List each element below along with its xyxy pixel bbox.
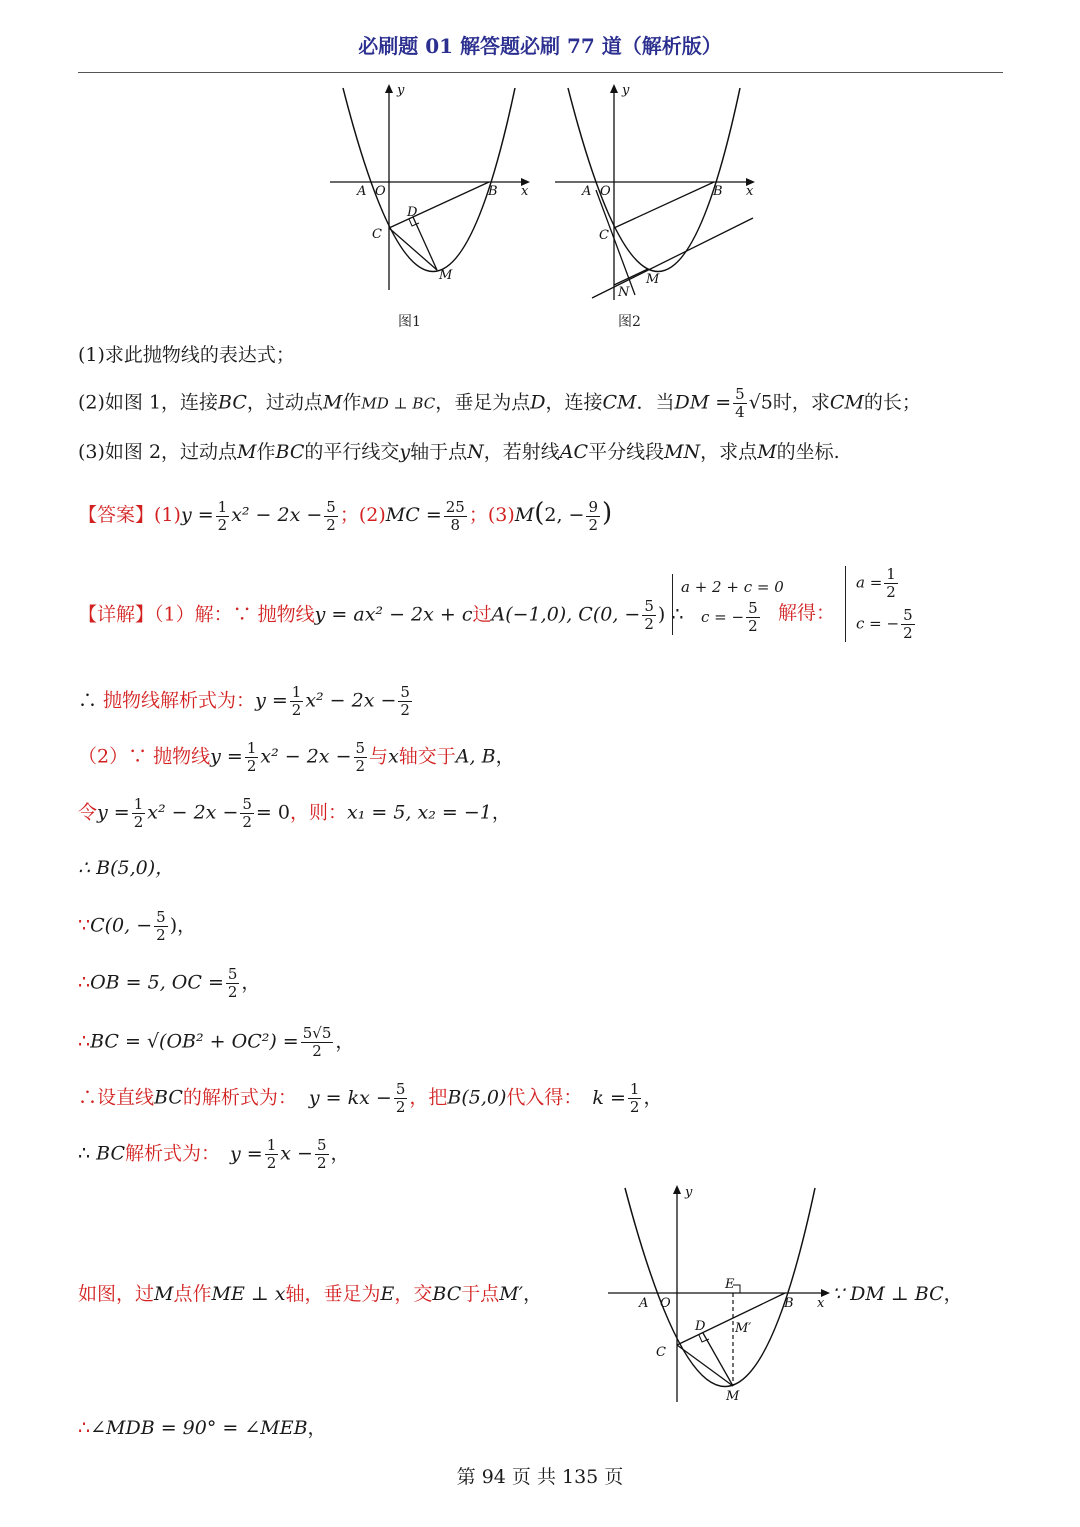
- fig2-label-y: y: [622, 83, 630, 98]
- fig3-label-x: x: [817, 1296, 825, 1311]
- fig2-caption: 图2: [618, 314, 641, 330]
- fig1-label-M: M: [439, 268, 453, 283]
- fig1-label-O: O: [375, 184, 386, 199]
- fig3-label-E: E: [725, 1277, 735, 1292]
- fig1-caption: 图1: [398, 314, 421, 330]
- detail-line-12: ∴∠MDB = 90° = ∠MEB，: [78, 1417, 327, 1439]
- fig3-label-A: A: [639, 1296, 649, 1311]
- fig2-label-A: A: [582, 184, 592, 199]
- detail-line-9: ∴设直线BC的解析式为： y = kx − $\frac{5}{2}$ ，把B(5,0)代入得： k = $\frac{1}{2}$ ，: [78, 1080, 663, 1116]
- figure-3: [605, 1180, 840, 1410]
- question-2: (2)如图 1，连接BC，过动点M作MD ⊥ BC，垂足为点D，连接CM．当DM = $\frac{5}{4}$ √5时，求CM的长；: [78, 385, 921, 421]
- figure-1: [325, 80, 535, 295]
- fig1-label-B: B: [488, 184, 498, 199]
- fig3-label-C: C: [656, 1345, 666, 1360]
- detail-line-8: ∴BC = √(OB² + OC²) = $\frac{5√5}{2}$ ，: [78, 1024, 355, 1060]
- fig1-label-x: x: [521, 184, 529, 199]
- fig2-label-x: x: [746, 184, 754, 199]
- detail-line-1: 【详解】（1）解：∵ 抛物线y = ax² − 2x + c过A(−1,0), C(0, − $\frac{5}{2}$ ) ∴: [78, 597, 684, 633]
- system-equations: a + 2 + c = 0 c = − $\frac{5}{2}$: [672, 574, 784, 635]
- fig1-label-C: C: [372, 227, 382, 242]
- fig2-label-O: O: [600, 184, 611, 199]
- page-header: 必刷题 01 解答题必刷 77 道（解析版）: [358, 34, 722, 58]
- answer-line: 【答案】(1)y = $\frac{1}{2}$ x² − 2x − $\frac{5}{2}$ ；(2)MC = $\frac{25}{8}$ ；(3)M(2, − $\frac{9}{2}$ ): [78, 497, 613, 534]
- detail-line-2: ∴ 抛物线解析式为：y = $\frac{1}{2}$ x² − 2x − $\frac{5}{2}$: [78, 683, 410, 719]
- fig1-label-D: D: [407, 205, 418, 220]
- fig2-label-C: C: [599, 228, 609, 243]
- detail-line-11-right: ∵ DM ⊥ BC，: [832, 1283, 963, 1305]
- fig2-label-B: B: [713, 184, 723, 199]
- fig3-label-D: D: [695, 1319, 706, 1334]
- detail-line-11: 如图，过M点作ME ⊥ x轴，垂足为E，交BC于点M′，: [78, 1283, 543, 1305]
- detail-line-7: ∴OB = 5, OC = $\frac{5}{2}$ ，: [78, 965, 261, 1001]
- question-3: (3)如图 2，过动点M作BC的平行线交y轴于点N，若射线AC平分线段MN，求点M的坐标.: [78, 441, 840, 463]
- page-footer: 第 94 页 共 135 页: [456, 1466, 624, 1488]
- fig3-label-y: y: [685, 1185, 693, 1200]
- fig2-label-M: M: [646, 272, 660, 287]
- question-1: (1)求此抛物线的表达式；: [78, 344, 295, 366]
- fig3-label-O: O: [660, 1296, 671, 1311]
- fig1-label-y: y: [397, 83, 405, 98]
- figure-2: [550, 80, 760, 305]
- detail-line-6: ∵C(0, − $\frac{5}{2}$ )，: [78, 908, 197, 944]
- header-rule: [78, 72, 1003, 73]
- fig2-label-N: N: [618, 285, 630, 300]
- detail-line-10: ∴ BC解析式为： y = $\frac{1}{2}$ x − $\frac{5}{2}$ ，: [78, 1136, 350, 1172]
- fig1-label-A: A: [357, 184, 367, 199]
- detail-line-5: ∴ B(5,0)，: [78, 857, 175, 879]
- detail-line-4: 令y = $\frac{1}{2}$ x² − 2x − $\frac{5}{2}$ = 0，则：x₁ = 5, x₂ = −1，: [78, 795, 511, 831]
- fig3-label-B: B: [784, 1296, 794, 1311]
- detail-solve-label: 解得：: [778, 602, 836, 624]
- fig3-label-Mprime: M′: [735, 1321, 752, 1336]
- detail-line-3: （2）∵ 抛物线y = $\frac{1}{2}$ x² − 2x − $\frac{5}{2}$ 与x轴交于A, B，: [78, 739, 515, 775]
- fig3-label-M: M: [726, 1389, 740, 1404]
- solution-system: a = $\frac{1}{2}$ c = − $\frac{5}{2}$: [845, 566, 917, 642]
